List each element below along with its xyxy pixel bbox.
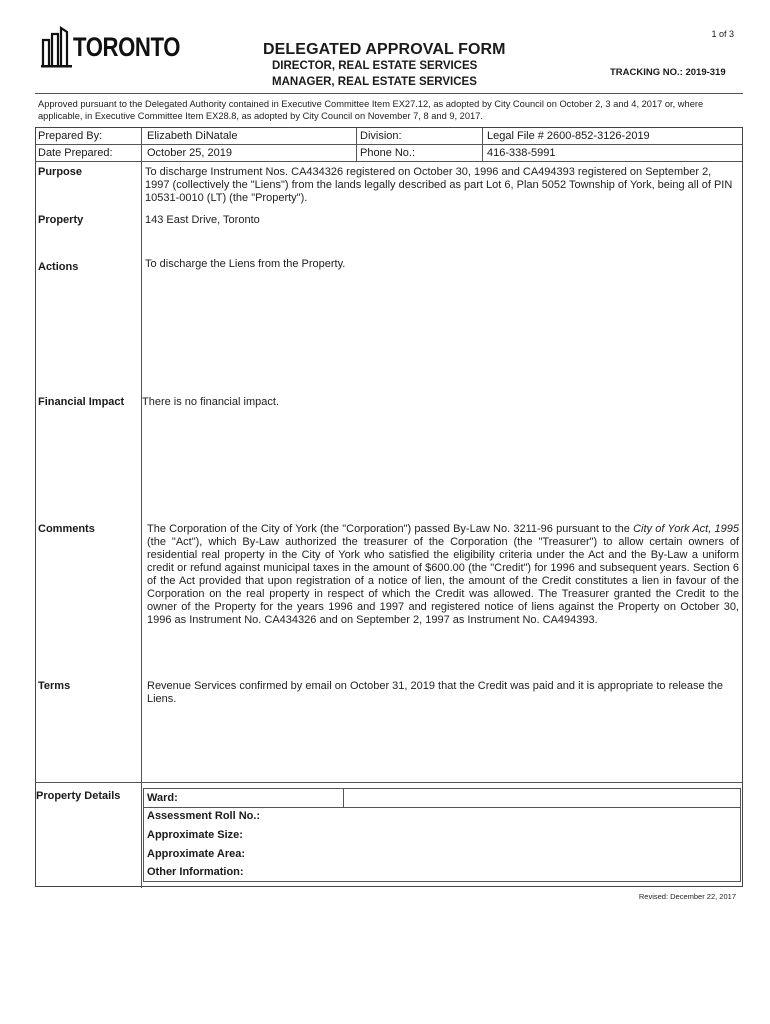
comments-text-part: The Corporation of the City of York (the "Corporation") passed By-Law No. 3211-96 pursuant to the [147, 523, 634, 535]
comments-text-rest: (the "Act"), which By-Law authorized the treasurer of the Corporation (the "Treasurer") to allow certain owners of residential real property in the City of York who satisfied the eligibility criteria under the Act and the By-Law a uniform credit or refund against municipal taxes in the amount of $600.00 (the "Credit") for 1996 and subsequent years. Section 6 of the Act provided that upon registration of a notice of lien, the amount of the Credit constitutes a lien in favour of the Corporation on the real property in respect of which the Credit was allowed. The Treasurer granted the Credit to the owner of the Property for the years 1996 and 1997 and registered notice of liens against the Property on October 30, 1996 as Instrument No. CA434326 and on September 2, 1997 as Instrument No. CA494393. [147, 536, 739, 626]
form-title: DELEGATED APPROVAL FORM [263, 41, 506, 58]
date-prepared-label: Date Prepared: [38, 147, 113, 159]
prepared-by-value: Elizabeth DiNatale [147, 130, 238, 142]
comments-label: Comments [38, 523, 95, 535]
tracking-number: TRACKING NO.: 2019-319 [610, 67, 726, 78]
phone-label: Phone No.: [360, 147, 416, 159]
purpose-label: Purpose [38, 166, 83, 178]
comments-act-name: City of York Act, [633, 523, 712, 535]
info-column-divider [356, 128, 357, 161]
terms-text: Revenue Services confirmed by email on October 31, 2019 that the Credit was paid and it is appropriate to release the Liens. [147, 680, 723, 705]
property-details-label: Property Details [36, 790, 121, 802]
assessment-roll-field: Assessment Roll No.: [147, 810, 261, 822]
property-text: 143 East Drive, Toronto [145, 214, 260, 226]
approximate-area-field: Approximate Area: [147, 848, 246, 860]
prepared-by-label: Prepared By: [38, 130, 103, 142]
property-label: Property [38, 214, 84, 226]
toronto-logo-text: TORONTO [73, 32, 181, 62]
label-column-divider [141, 128, 142, 888]
row-divider [35, 782, 743, 783]
form-subtitle-director: DIRECTOR, REAL ESTATE SERVICES [272, 60, 478, 72]
financial-impact-text: There is no financial impact. [142, 396, 279, 408]
approval-note: Approved pursuant to the Delegated Authority contained in Executive Committee Item EX27.12, as adopted by City Council on October 2, 3 and 4, 2017 or, where applicable, in Executive Committee Item EX28.8, as adopted by City Council on November 7, 8 and 9, 2017. [38, 99, 704, 121]
info-column-divider [482, 128, 483, 161]
form-subtitle-manager: MANAGER, REAL ESTATE SERVICES [272, 76, 477, 88]
table-row-divider [144, 807, 740, 808]
ward-field: Ward: [147, 792, 178, 804]
header-divider [35, 93, 743, 94]
approximate-size-field: Approximate Size: [147, 829, 243, 841]
other-information-field: Other Information: [147, 866, 244, 878]
date-prepared-value: October 25, 2019 [147, 147, 233, 159]
table-column-divider [343, 789, 344, 807]
page-indicator: 1 of 3 [711, 29, 734, 39]
financial-impact-label: Financial Impact [38, 396, 125, 408]
actions-label: Actions [38, 261, 79, 273]
purpose-text: To discharge Instrument Nos. CA434326 registered on October 30, 1996 and CA494393 registered on September 2, 1997 (collectively the "Liens") from the lands legally described as part Lot 6, Plan 5052 Township of York, being all of PIN 10531-0010 (LT) (the "Property"). [145, 166, 733, 204]
form-box [35, 127, 743, 887]
comments-act-year: 1995 [714, 523, 739, 535]
legal-file-number: Legal File # 2600-852-3126-2019 [487, 130, 650, 142]
division-label: Division: [360, 130, 402, 142]
actions-text: To discharge the Liens from the Property. [145, 258, 346, 270]
revised-date: Revised: December 22, 2017 [638, 892, 736, 901]
phone-value: 416-338-5991 [487, 147, 556, 159]
comments-text [147, 523, 739, 627]
toronto-logo-icon [40, 26, 74, 68]
terms-label: Terms [38, 680, 71, 692]
